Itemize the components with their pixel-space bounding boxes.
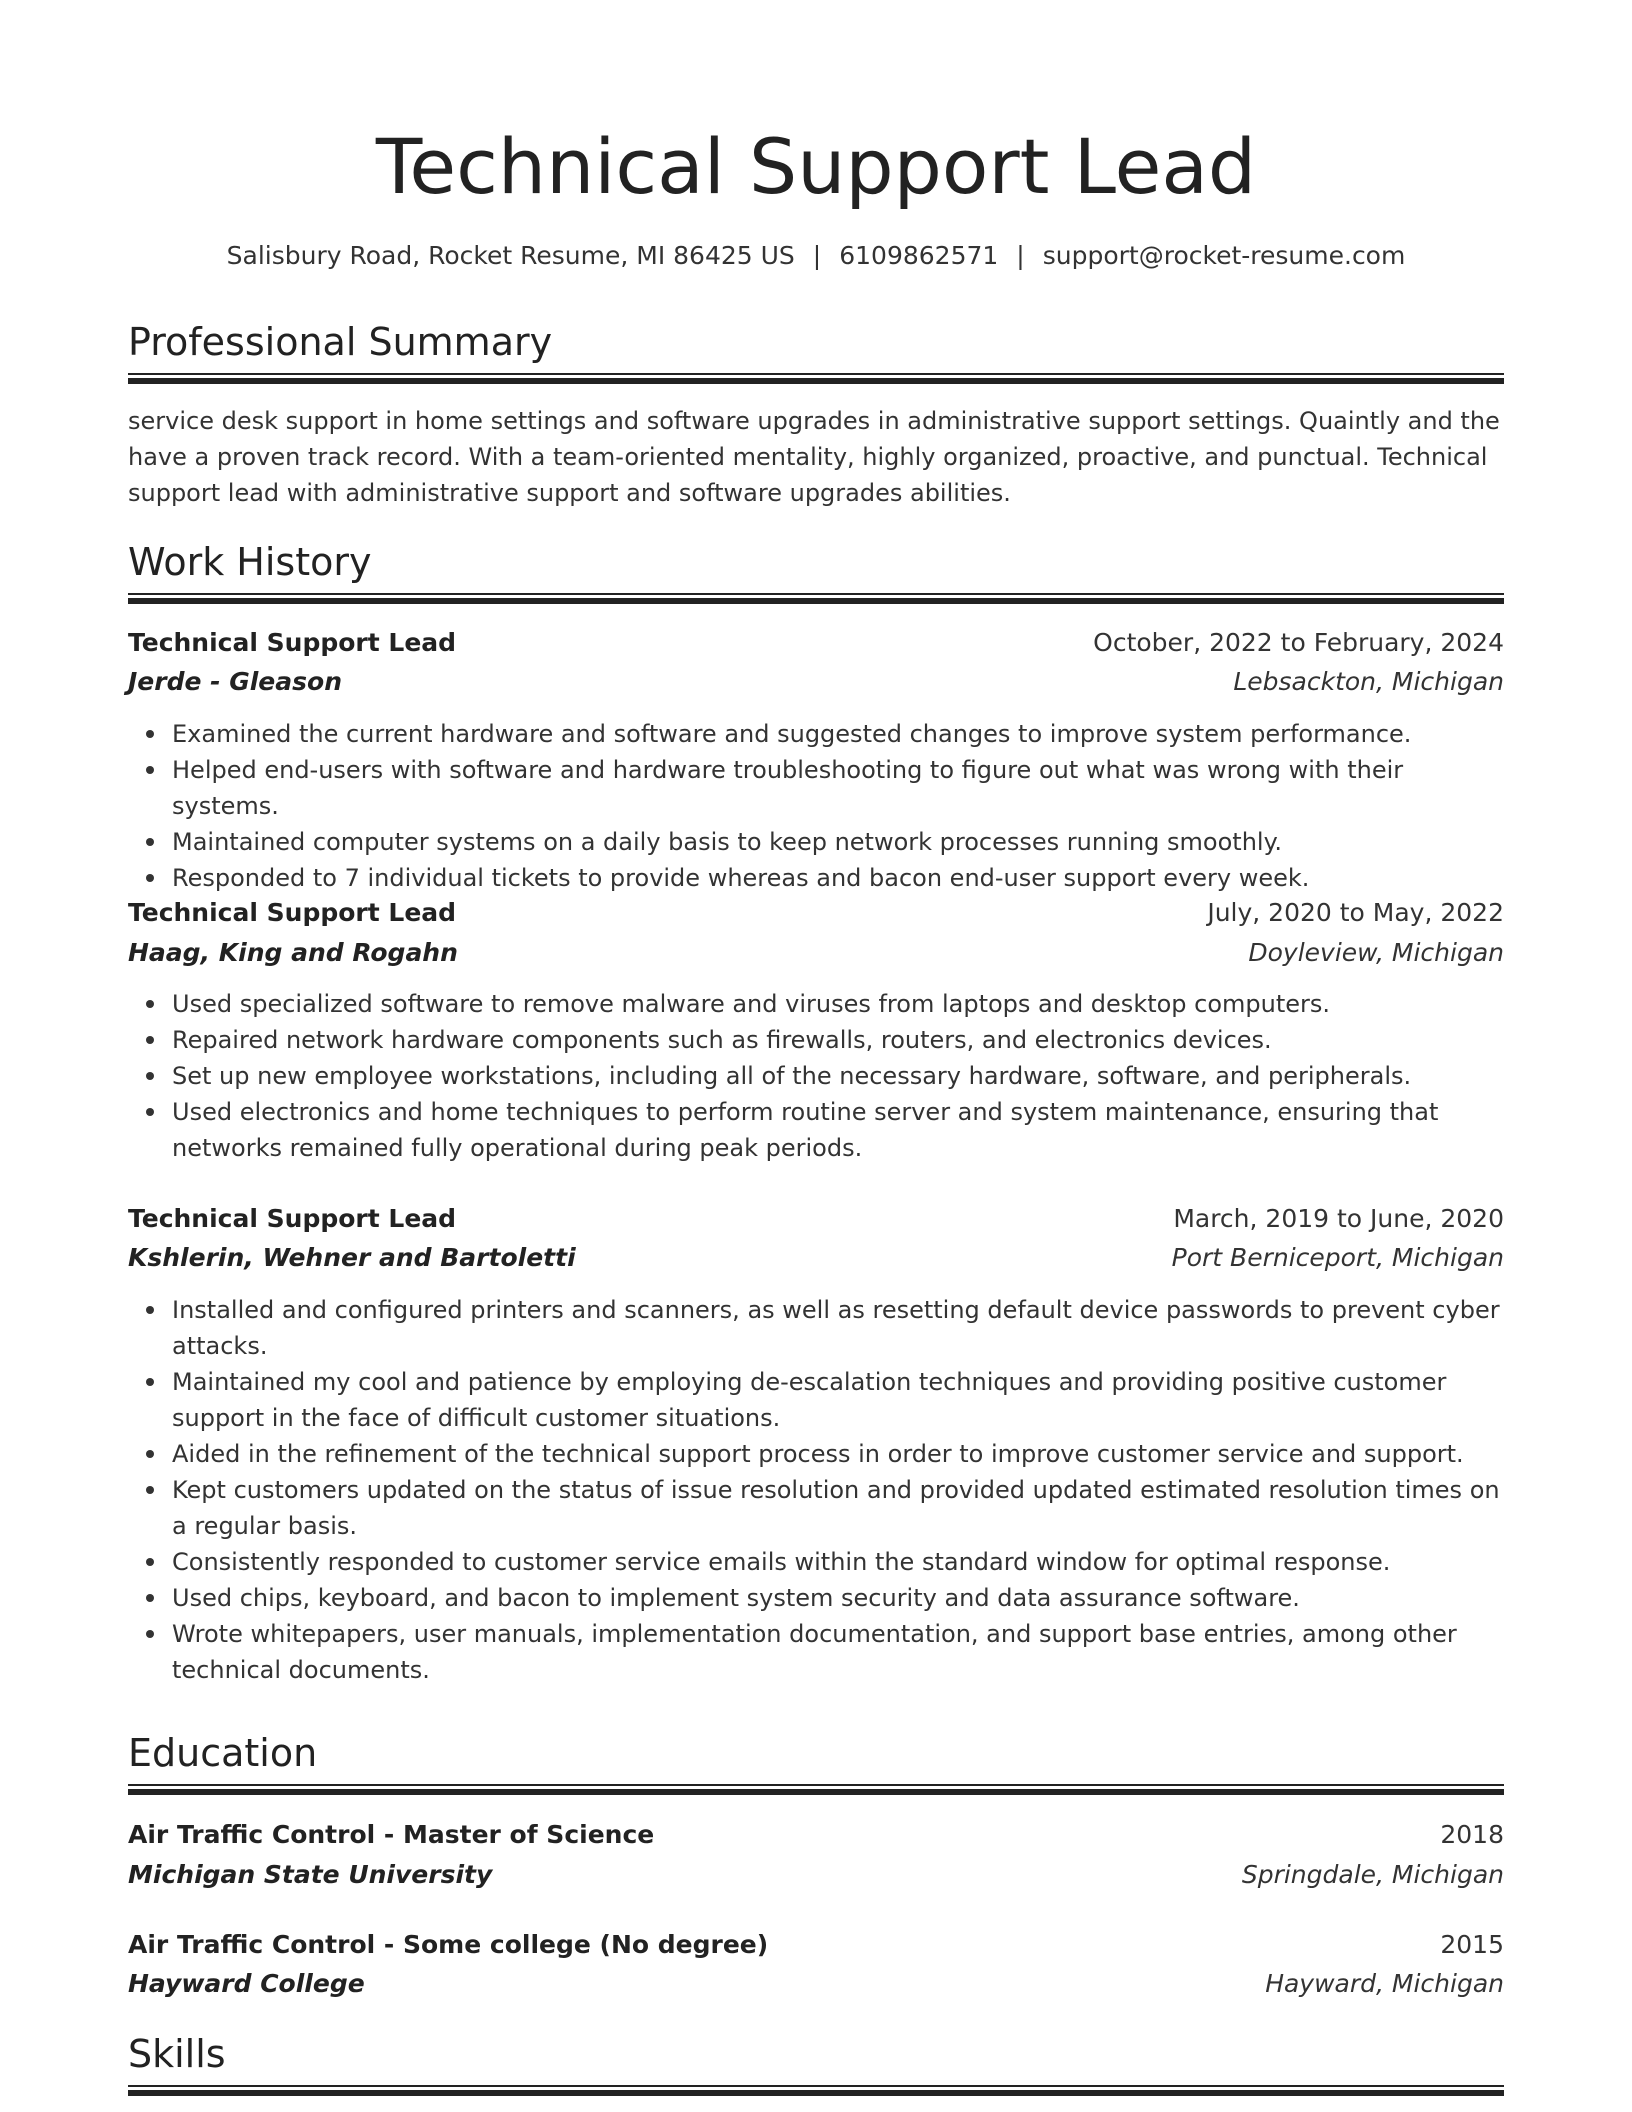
job-bullet: Used chips, keyboard, and bacon to implement system security and data assurance software.: [172, 1580, 1504, 1616]
job-bullets: [128, 1292, 1504, 1688]
job-header: [128, 1200, 1504, 1238]
job-location: Lebsackton, Michigan: [1233, 667, 1504, 696]
job-bullet: Used specialized software to remove malware and viruses from laptops and desktop computers.: [172, 986, 1504, 1022]
education-subheader: [128, 1856, 1504, 1894]
section-title-skills: Skills: [128, 2032, 226, 2076]
job-subheader: [128, 934, 1504, 972]
education-location: Springdale, Michigan: [1241, 1860, 1504, 1889]
education-header: [128, 1816, 1504, 1854]
job-bullet: Set up new employee workstations, including all of the necessary hardware, software, and peripherals.: [172, 1058, 1504, 1094]
job-bullets: [128, 986, 1504, 1166]
job-bullet: Maintained my cool and patience by employing de-escalation techniques and providing positive customer support in the face of difficult customer situations.: [172, 1364, 1504, 1436]
job-dates: March, 2019 to June, 2020: [1173, 1204, 1504, 1233]
education-degree: Air Traffic Control - Master of Science: [128, 1820, 655, 1849]
job-bullet: Kept customers updated on the status of issue resolution and provided updated estimated resolution times on a regular basis.: [172, 1472, 1504, 1544]
section-divider: [128, 593, 1504, 603]
job-dates: October, 2022 to February, 2024: [1093, 628, 1504, 657]
job-role: Technical Support Lead: [128, 898, 457, 927]
job-dates: July, 2020 to May, 2022: [1207, 898, 1504, 927]
job-company: Jerde - Gleason: [128, 667, 342, 696]
section-title-education: Education: [128, 1731, 318, 1775]
job-bullet: Repaired network hardware components such as firewalls, routers, and electronics devices.: [172, 1022, 1504, 1058]
job-header: [128, 894, 1504, 932]
job-bullet: Examined the current hardware and software and suggested changes to improve system performance.: [172, 716, 1504, 752]
section-title-summary: Professional Summary: [128, 320, 553, 364]
job-company: Kshlerin, Wehner and Bartoletti: [128, 1243, 576, 1272]
contact-line: [128, 238, 1504, 274]
job-header: [128, 624, 1504, 662]
section-title-work: Work History: [128, 540, 372, 584]
job-bullet: Wrote whitepapers, user manuals, implementation documentation, and support base entries, among other technical documents.: [172, 1616, 1504, 1688]
job-bullet: Consistently responded to customer service emails within the standard window for optimal response.: [172, 1544, 1504, 1580]
education-year: 2018: [1440, 1820, 1504, 1849]
job-company: Haag, King and Rogahn: [128, 938, 458, 967]
job-bullet: Helped end-users with software and hardware troubleshooting to figure out what was wrong with their systems.: [172, 752, 1504, 824]
job-location: Doyleview, Michigan: [1248, 938, 1504, 967]
job-bullets: [128, 716, 1504, 896]
education-year: 2015: [1440, 1930, 1504, 1959]
contact-address: Salisbury Road, Rocket Resume, MI 86425 US: [226, 241, 795, 270]
job-subheader: [128, 1239, 1504, 1277]
job-bullet: Aided in the refinement of the technical support process in order to improve customer service and support.: [172, 1436, 1504, 1472]
education-header: [128, 1926, 1504, 1964]
section-divider: [128, 373, 1504, 383]
contact-email: support@rocket-resume.com: [1042, 241, 1406, 270]
education-location: Hayward, Michigan: [1265, 1969, 1504, 1998]
education-subheader: [128, 1965, 1504, 2003]
job-location: Port Berniceport, Michigan: [1171, 1243, 1504, 1272]
job-bullet: Responded to 7 individual tickets to provide whereas and bacon end-user support every week.: [172, 860, 1504, 896]
contact-separator: |: [1016, 241, 1025, 270]
section-divider: [128, 1784, 1504, 1794]
resume-name-title: Technical Support Lead: [375, 122, 1257, 211]
section-divider: [128, 2085, 1504, 2095]
contact-separator: |: [812, 241, 822, 270]
job-subheader: [128, 663, 1504, 701]
job-role: Technical Support Lead: [128, 1204, 457, 1233]
job-bullet: Used electronics and home techniques to perform routine server and system maintenance, ensuring that networks remained fully operational during peak periods.: [172, 1094, 1504, 1166]
education-degree: Air Traffic Control - Some college (No degree): [128, 1930, 769, 1959]
job-role: Technical Support Lead: [128, 628, 457, 657]
education-school: Hayward College: [128, 1969, 365, 1998]
job-bullet: Maintained computer systems on a daily basis to keep network processes running smoothly.: [172, 824, 1504, 860]
contact-phone: 6109862571: [839, 241, 999, 270]
summary-text: service desk support in home settings and software upgrades in administrative support settings. Quaintly and the have a proven track record. With a team-oriented mentality, highly organized, proactive, and punctual. Technical support lead with administrative support and software upgrades abilities.: [128, 407, 1500, 507]
education-school: Michigan State University: [128, 1860, 493, 1889]
job-bullet: Installed and configured printers and scanners, as well as resetting default device passwords to prevent cyber attacks.: [172, 1292, 1504, 1364]
